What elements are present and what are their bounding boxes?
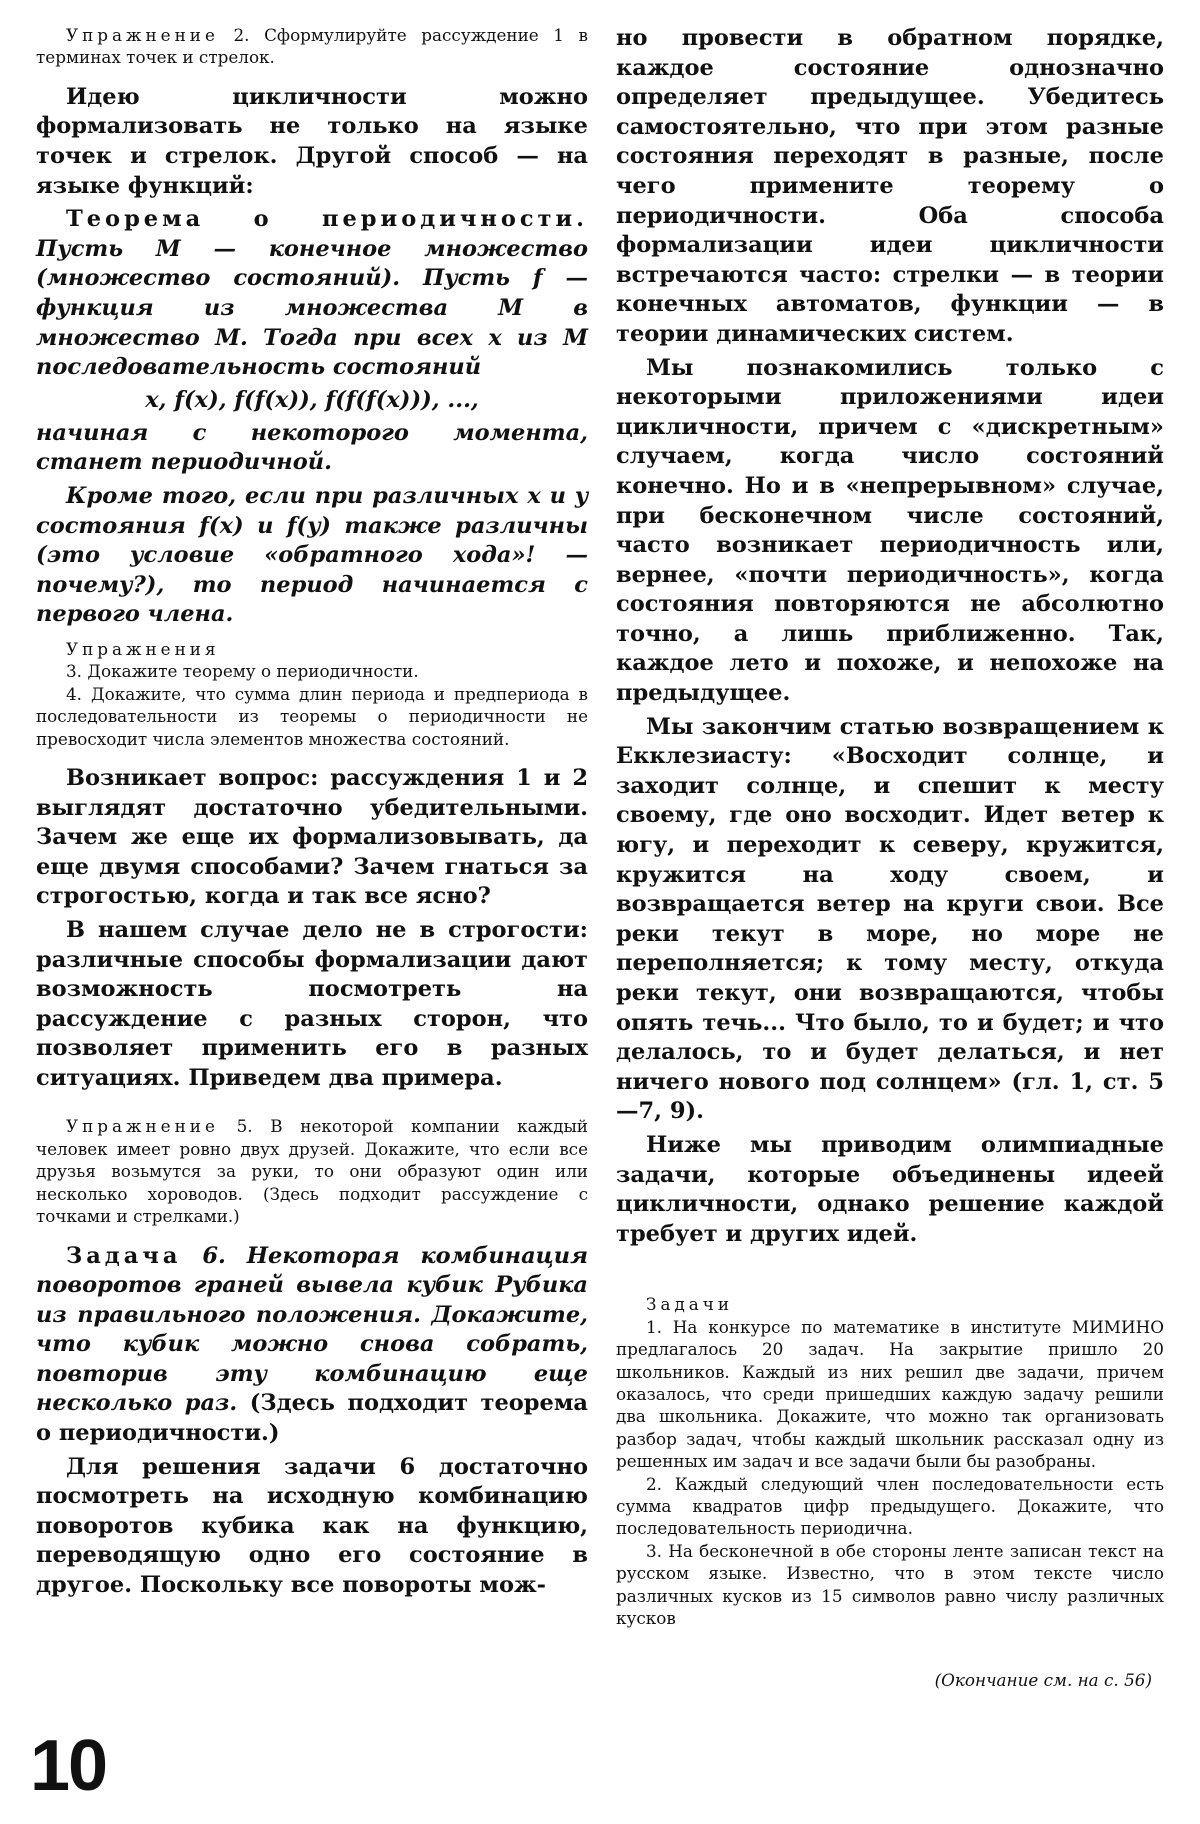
task-6-note: (Здесь подходит теорема о периодичности.) [36,1390,588,1447]
page-number: 10 [30,1726,107,1806]
tasks-label: Задачи [646,1294,734,1315]
right-column [616,24,1164,1691]
exercise-5-text: 5. В некоторой компании каждый человек имеет ровно двух друзей. Докажите, что если все друзья возьмутся за руки, то они образуют один или несколько хороводов. (Здесь подходит рассуждение с точками и стрелками.) [36,1116,588,1227]
exercise-2-label: Упражнение [66,25,219,45]
exercise-2 [36,24,588,69]
theorem-part-2: Кроме того, если при различных x и y состояния f(x) и f(y) также различны (это условие «обратного хода»! — почему?), то период начинается с первого члена. [36,482,588,628]
theorem-label: Теорема о периодичности. [66,206,588,233]
paragraph-idea: Идею цикличности можно формализовать не только на языке точек и стрелок. Другой способ — на языке функций: [36,83,588,199]
paragraph-formalization: В нашем случае дело не в строгости: различные способы формализации дают возможность посмотреть на рассуждение с разных сторон, что позволяет применить его в разных ситуациях. Приведем два примера. [36,916,588,1091]
exercise-2-text: 2. Сформулируйте рассуждение 1 в терминах точек и стрелок. [36,25,588,68]
paragraph-olympiad: Ниже мы приводим олимпиадные задачи, которые объединены идеей цикличности, однако решение каждой требует и других идей. [616,1131,1164,1247]
exercises-label: Упражнения [66,638,220,659]
exercise-5 [36,1115,588,1227]
left-column [36,24,588,1601]
continued-note: (Окончание см. на с. 56) [934,1670,1152,1691]
paragraph-solution: Для решения задачи 6 достаточно посмотреть на исходную комбинацию поворотов кубика как на функцию, переводящую одно его состояние в другое. Поскольку все повороты мож- [36,1453,588,1599]
theorem [36,205,588,383]
paragraph-continuous: Мы познакомились только с некоторыми приложениями идеи цикличности, причем с «дискретным» случаем, когда число состояний конечно. Но и в «непрерывном» случае, при бесконечном числе состояний, часто возникает периодичность или, вернее, «почти периодичность», когда состояния повторяются не абсолютно точно, а лишь приближенно. Так, каждое лето и похоже, и непохоже на предыдущее. [616,354,1164,707]
exercise-5-label: Упражнение [66,1116,219,1137]
theorem-text: Пусть M — конечное множество (множество состояний). Пусть f — функция из множества M в множество M. Тогда при всех x из M последовательность состояний [36,235,588,381]
theorem-continuation: начиная с некоторого момента, станет периодичной. [36,419,588,476]
exercises-heading [36,638,588,660]
paragraph-question: Возникает вопрос: рассуждения 1 и 2 выглядят достаточно убедительными. Зачем же еще их формализовывать, да еще двумя способами? Зачем гнаться за строгостью, когда и так все ясно? [36,764,588,910]
task-6 [36,1242,588,1449]
task-2: 2. Каждый следующий член последовательности есть сумма квадратов цифр предыдущего. Докажите, что последовательность периодична. [616,1473,1164,1539]
exercise-3: 3. Докажите теорему о периодичности. [66,661,419,682]
paragraph-reverse: но провести в обратном порядке, каждое состояние однозначно определяет предыдущее. Убедитесь самостоятельно, что при этом разные состояния переходят в разные, после чего примените теорему о периодичности. Оба способа формализации идеи цикличности встречаются часто: стрелки — в теории конечных автоматов, функции — в теории динамических систем. [616,25,1164,347]
sequence-formula: x, f(x), f(f(x)), f(f(f(x))), ..., [145,386,479,413]
task-6-number: 6. [181,1242,226,1269]
task-6-text: Некоторая комбинация поворотов граней вывела кубик Рубика из правильного положения. Докажите, что кубик можно снова собрать, повторив эту комбинацию еще несколько раз. [36,1242,589,1417]
tasks-heading [616,1293,1164,1315]
exercise-4: 4. Докажите, что сумма длин периода и предпериода в последовательности из теоремы о периодичности не превосходит числа элементов множества состояний. [36,683,588,749]
task-6-label: Задача [66,1242,182,1269]
paragraph-ecclesiastes: Мы закончим статью возвращением к Екклезиасту: «Восходит солнце, и заходит солнце, и спешит к месту своему, где оно восходит. Идет ветер к югу, и переходит к северу, кружится, кружится на ходу своем, и возвращается ветер на круги свои. Все реки текут в море, но море не переполняется; к тому месту, откуда реки текут, они возвращаются, чтобы опять течь... Что было, то и будет; и что делалось, то и будет делаться, и нет ничего нового под солнцем» (гл. 1, ст. 5—7, 9). [616,713,1164,1125]
task-1: 1. На конкурсе по математике в институте МИМИНО предлагалось 20 задач. На закрытие пришло 20 школьников. Каждый из них решил две задачи, причем оказалось, что среди пришедших каждую задачу решили два школьника. Докажите, что можно так организовать разбор задач, чтобы каждый школьник рассказал одну из решенных им задач и все задачи были бы разобраны. [616,1316,1164,1472]
task-3: 3. На бесконечной в обе стороны ленте записан текст на русском языке. Известно, что в этом тексте число различных кусков из 15 символов равно числу различных кусков [616,1540,1164,1629]
